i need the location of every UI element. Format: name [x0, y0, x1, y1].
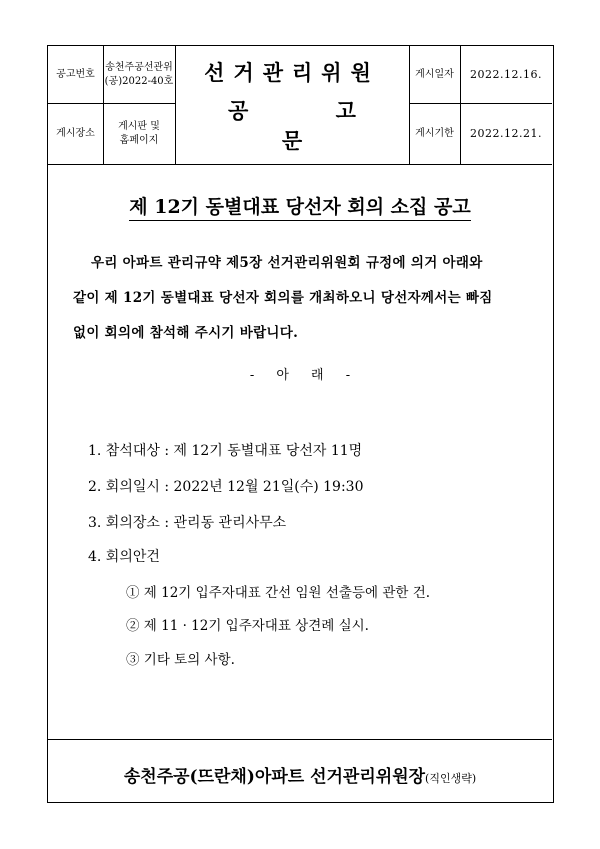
body-line: 없이 회의에 참석해 주시기 바랍니다.: [73, 325, 299, 341]
notice-header-table: [48, 46, 552, 165]
list-item: 4. 회의안건: [88, 549, 160, 565]
agenda-item: ③ 기타 토의 사항.: [126, 652, 235, 668]
notice-no-line1: 송천주공선관위: [105, 61, 173, 73]
notice-no-value: [103, 46, 175, 103]
post-place-label: 게시장소: [56, 127, 95, 139]
agenda-item: ② 제 11 · 12기 입주자대표 상견례 실시.: [126, 618, 369, 634]
document-title-text: 제 12기 동별대표 당선자 회의 소집 공고: [129, 196, 470, 221]
footer-divider: [48, 739, 552, 740]
list-item: 2. 회의일시 : 2022년 12월 21일(수) 19:30: [88, 479, 364, 495]
post-date-value: 2022.12.16.: [470, 68, 542, 81]
footer-name: 송천주공(뜨란채)아파트 선거관리위원장: [123, 767, 426, 787]
post-place-line1: 게시판 및: [118, 120, 160, 132]
post-place-line2: 홈페이지: [119, 134, 159, 146]
post-deadline-label: 게시기한: [415, 127, 454, 139]
agenda-item: ① 제 12기 입주자대표 간선 임원 선출등에 관한 건.: [126, 585, 431, 601]
body-line: 같이 제 12기 동별대표 당선자 회의를 개최하오니 당선자께서는 빠짐: [73, 290, 493, 306]
committee-title: 선거관리위원: [204, 60, 380, 85]
post-deadline-value: 2022.12.21.: [470, 127, 542, 140]
notice-title: 공 고 문: [228, 98, 396, 153]
body-paragraph: [73, 246, 543, 351]
post-place-value: [103, 103, 175, 164]
document-title: [48, 192, 552, 219]
footer-seal: (직인생략): [425, 772, 477, 785]
post-date-label: 게시일자: [415, 68, 454, 80]
footer-signature: [48, 762, 552, 787]
notice-frame: [47, 45, 554, 803]
list-item: 1. 참석대상 : 제 12기 동별대표 당선자 11명: [88, 443, 363, 459]
notice-no-label: 공고번호: [56, 68, 95, 80]
notice-no-line2: (공)2022-40호: [104, 75, 174, 87]
notice-title-block: [175, 56, 409, 156]
list-item: 3. 회의장소 : 관리동 관리사무소: [88, 515, 287, 531]
body-line: 우리 아파트 관리규약 제5장 선거관리위원회 규정에 의거 아래와: [91, 255, 483, 271]
below-marker: - 아 래 -: [249, 368, 351, 383]
